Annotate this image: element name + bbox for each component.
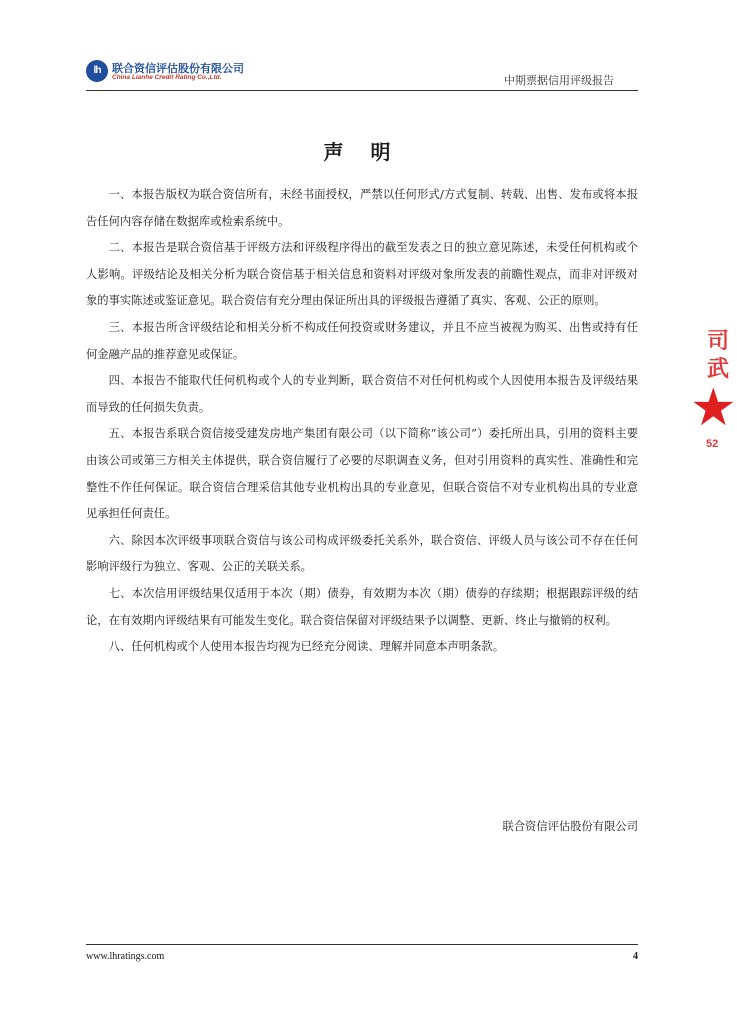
declaration-paragraph-2: 二、本报告是联合资信基于评级方法和评级程序得出的截至发表之日的独立意见陈述，未受任何机构或个人影响。评级结论及相关分析为联合资信基于相关信息和资料对评级对象所发表的前瞻性观点，而非对评级对象的事实陈述或鉴证意见。联合资信有充分理由保证所出具的评级报告遵循了真实、客观、公正的原则。 (86, 241, 638, 308)
official-seal-stamp (686, 318, 737, 468)
logo-english-name: China Lianhe Credit Rating Co.,Ltd. (112, 74, 222, 81)
declaration-body (86, 182, 638, 661)
logo-mark-icon: lh (86, 60, 108, 82)
declaration-paragraph-5: 五、本报告系联合资信接受建发房地产集团有限公司（以下简称“该公司”）委托所出具，引用的资料主要由该公司或第三方相关主体提供，联合资信履行了必要的尽职调查义务，但对引用资料的真实性、准确性和完整性不作任何保证。联合资信合理采信其他专业机构出具的专业意见，但联合资信不对专业机构出具的专业意见承担任何责任。 (86, 427, 638, 521)
seal-text: 司 武 (706, 329, 729, 382)
seal-star-icon: ★ (690, 378, 737, 438)
declaration-paragraph-6: 六、除因本次评级事项联合资信与该公司构成评级委托关系外，联合资信、评级人员与该公司不存在任何影响评级行为独立、客观、公正的关联关系。 (86, 533, 638, 574)
logo-chinese-name: 联合资信评估股份有限公司 (112, 62, 244, 75)
declaration-paragraph-8: 八、任何机构或个人使用本报告均视为已经充分阅读、理解并同意本声明条款。 (108, 640, 504, 654)
footer-website-link[interactable]: www.lhratings.com (86, 951, 165, 962)
company-logo (86, 60, 286, 88)
declaration-paragraph-3: 三、本报告所含评级结论和相关分析不构成任何投资或财务建议，并且不应当被视为购买、出售或持有任何金融产品的推荐意见或保证。 (86, 320, 638, 361)
footer-divider (86, 944, 638, 945)
company-signature: 联合资信评估股份有限公司 (502, 820, 638, 833)
declaration-paragraph-4: 四、本报告不能取代任何机构或个人的专业判断，联合资信不对任何机构或个人因使用本报告及评级结果而导致的任何损失负责。 (86, 374, 638, 414)
seal-number: 52 (706, 438, 719, 450)
declaration-paragraph-7: 七、本次信用评级结果仅适用于本次（期）债券，有效期为本次（期）债券的存续期；根据跟踪评级的结论，在有效期内评级结果有可能发生变化。联合资信保留对评级结果予以调整、更新、终止与撤销的权利。 (86, 586, 638, 627)
page-number: 4 (633, 951, 638, 962)
page-title: 声 明 (323, 140, 401, 164)
declaration-paragraph-1: 一、本报告版权为联合资信所有，未经书面授权，严禁以任何形式/方式复制、转载、出售、发布或将本报告任何内容存储在数据库或检索系统中。 (86, 188, 638, 228)
header-divider (86, 90, 638, 91)
report-type-title: 中期票据信用评级报告 (504, 74, 614, 87)
